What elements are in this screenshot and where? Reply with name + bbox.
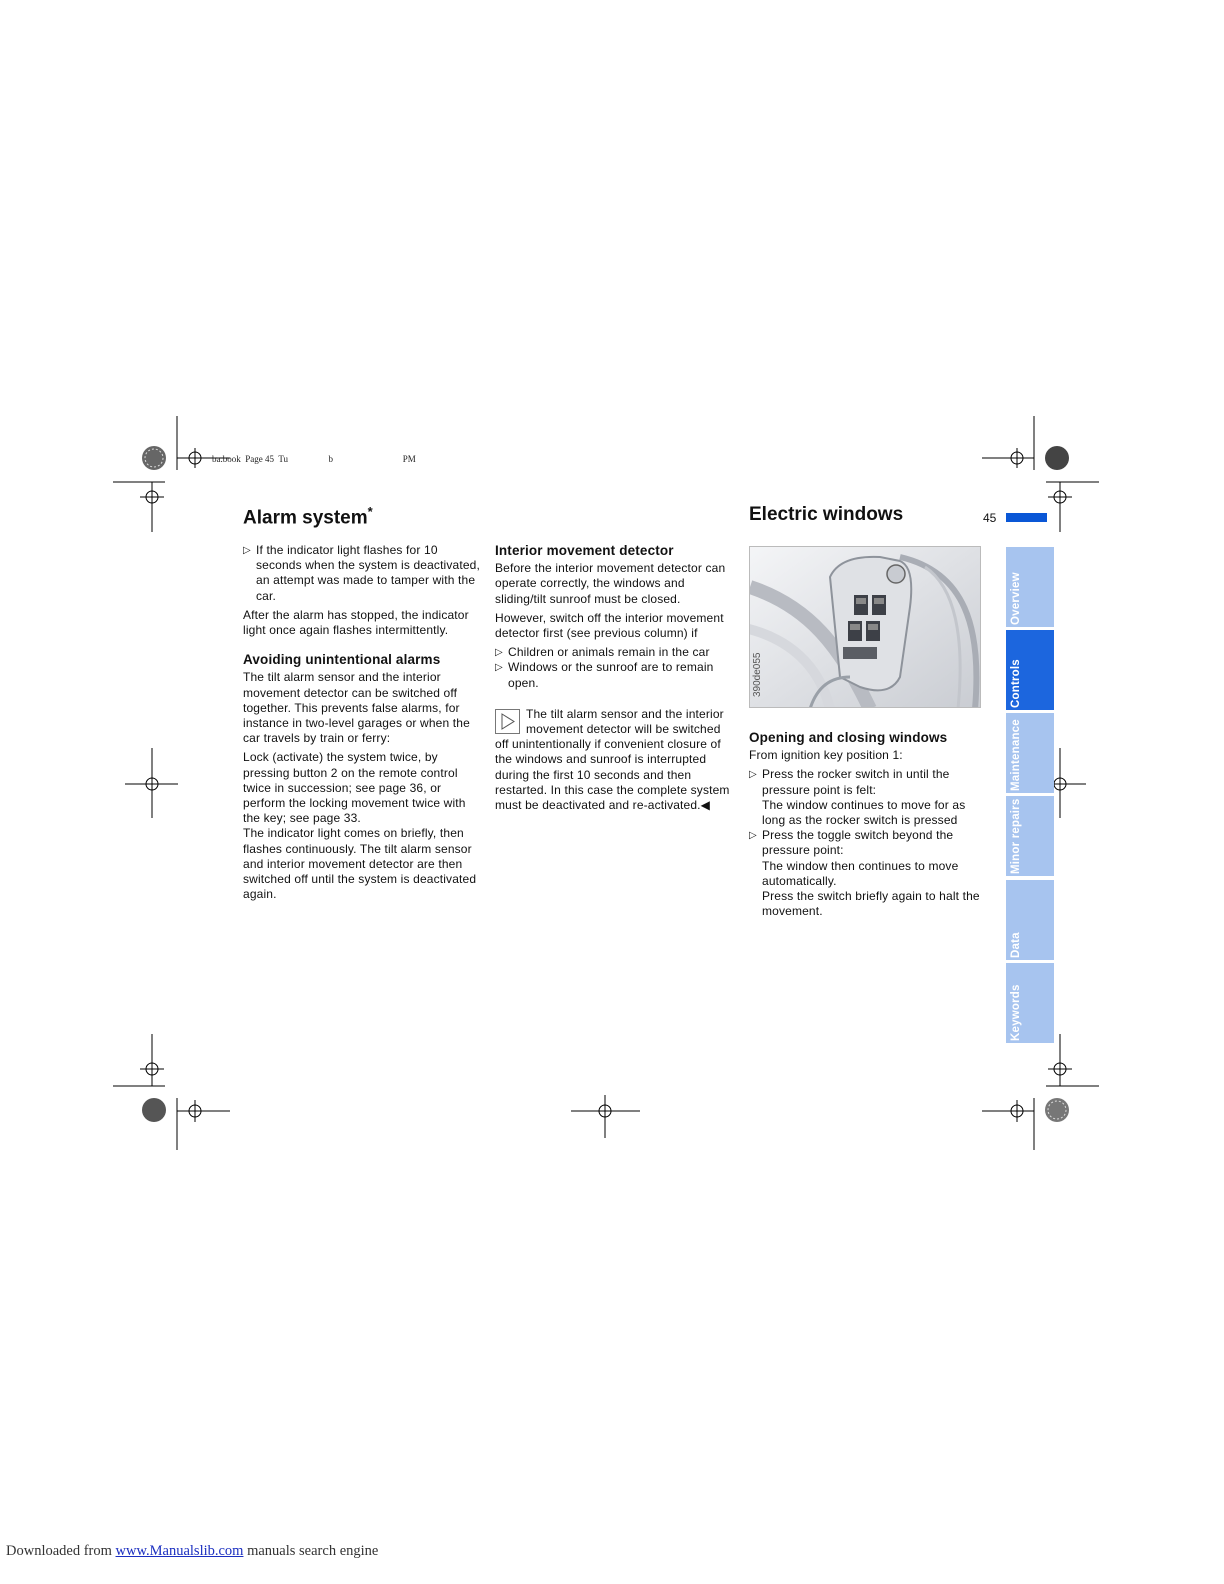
paragraph: Lock (activate) the system twice, by pressing button 2 on the remote control twice in succession; see page 36, or perform the locking movement twice with the key; see page 33. — [243, 750, 466, 826]
list-item — [749, 767, 991, 828]
tab-label: Maintenance — [1010, 719, 1022, 791]
tab-label: Keywords — [1010, 984, 1022, 1041]
bullet-text: Children or animals remain in the car — [508, 645, 710, 660]
note-box — [495, 707, 737, 813]
subheading-interior-movement: Interior movement detector — [495, 543, 674, 558]
tab-keywords[interactable] — [1006, 963, 1054, 1043]
footer-suffix: manuals search engine — [243, 1543, 379, 1559]
subheading-avoiding-alarms: Avoiding unintentional alarms — [243, 652, 441, 668]
column-3 — [749, 730, 991, 919]
bullet-triangle-icon: ▷ — [749, 830, 757, 842]
bullet-text: Press the switch briefly again to halt the movement. — [762, 889, 980, 919]
column-2 — [495, 543, 737, 813]
window-switch-figure — [749, 546, 981, 708]
page-number-bar — [1006, 513, 1047, 522]
bullet-triangle-icon: ▷ — [495, 647, 503, 659]
bullet-text: The window then continues to move automatically. — [762, 858, 959, 888]
column-1 — [243, 543, 484, 906]
note-triangle-icon — [495, 709, 520, 734]
title-text: Alarm system — [243, 507, 368, 529]
bullet-text: If the indicator light flashes for 10 seconds when the system is deactivated, an attempt was made to tamper with the car. — [256, 543, 480, 603]
tab-label: Minor repairs — [1010, 798, 1022, 874]
tab-label: Controls — [1010, 659, 1022, 708]
paragraph: However, switch off the interior movement detector first (see previous column) if — [495, 610, 724, 641]
list-item — [495, 645, 737, 660]
bullet-triangle-icon: ▷ — [243, 545, 251, 556]
note-end-icon: ◀ — [700, 798, 711, 813]
section-title-alarm — [243, 504, 373, 529]
tab-data[interactable] — [1006, 880, 1054, 960]
tab-label: Data — [1010, 932, 1022, 958]
book-header: ba.book Page 45 Tu b PM — [212, 454, 416, 464]
list-item — [749, 828, 991, 919]
title-asterisk: * — [367, 504, 373, 519]
list-item — [243, 543, 484, 604]
door-panel-illustration — [750, 547, 981, 708]
footer-prefix: Downloaded from — [6, 1543, 116, 1559]
paragraph: From ignition key position 1: — [749, 748, 903, 763]
figure-code: 390de055 — [752, 652, 763, 697]
paragraph: After the alarm has stopped, the indicator light once again flashes intermittently. — [243, 607, 469, 638]
subheading-opening-closing: Opening and closing windows — [749, 730, 948, 745]
tab-controls[interactable] — [1006, 630, 1054, 710]
tab-minor-repairs[interactable] — [1006, 796, 1054, 876]
manualslib-link[interactable]: www.Manualslib.com — [115, 1543, 244, 1559]
tab-maintenance[interactable] — [1006, 713, 1054, 793]
bullet-triangle-icon: ▷ — [749, 769, 757, 781]
bullet-text: Press the toggle switch beyond the pressure point: — [762, 828, 954, 858]
paragraph: The indicator light comes on briefly, then flashes continuously. The tilt alarm sensor and interior movement detector are then switched off until the system is deactivated again. — [243, 826, 477, 902]
paragraph: The tilt alarm sensor and the interior movement detector can be switched off together. This prevents false alarms, for instance in two-level garages or when the car travels by train or ferry: — [243, 670, 470, 746]
bullet-text: The window continues to move for as long as the rocker switch is pressed — [762, 797, 966, 828]
bullet-text: Windows or the sunroof are to remain open. — [508, 660, 714, 690]
bullet-triangle-icon: ▷ — [495, 662, 503, 674]
paragraph: Before the interior movement detector can operate correctly, the windows and sliding/tilt sunroof must be closed. — [495, 561, 726, 606]
tab-label: Overview — [1010, 572, 1022, 625]
footer — [6, 1543, 378, 1560]
tab-overview[interactable] — [1006, 547, 1054, 627]
bullet-text: Press the rocker switch in until the pressure point is felt: — [762, 767, 950, 797]
section-title-electric-windows: Electric windows — [749, 504, 904, 525]
page-number: 45 — [983, 511, 997, 525]
list-item — [495, 660, 737, 690]
note-text: The tilt alarm sensor and the interior movement detector will be switched off unintentionally if convenient closure of the windows and sunroof is interrupted during the first 10 seconds and then restarted. In this case the complete system must be deactivated and re-activated. — [495, 706, 730, 813]
